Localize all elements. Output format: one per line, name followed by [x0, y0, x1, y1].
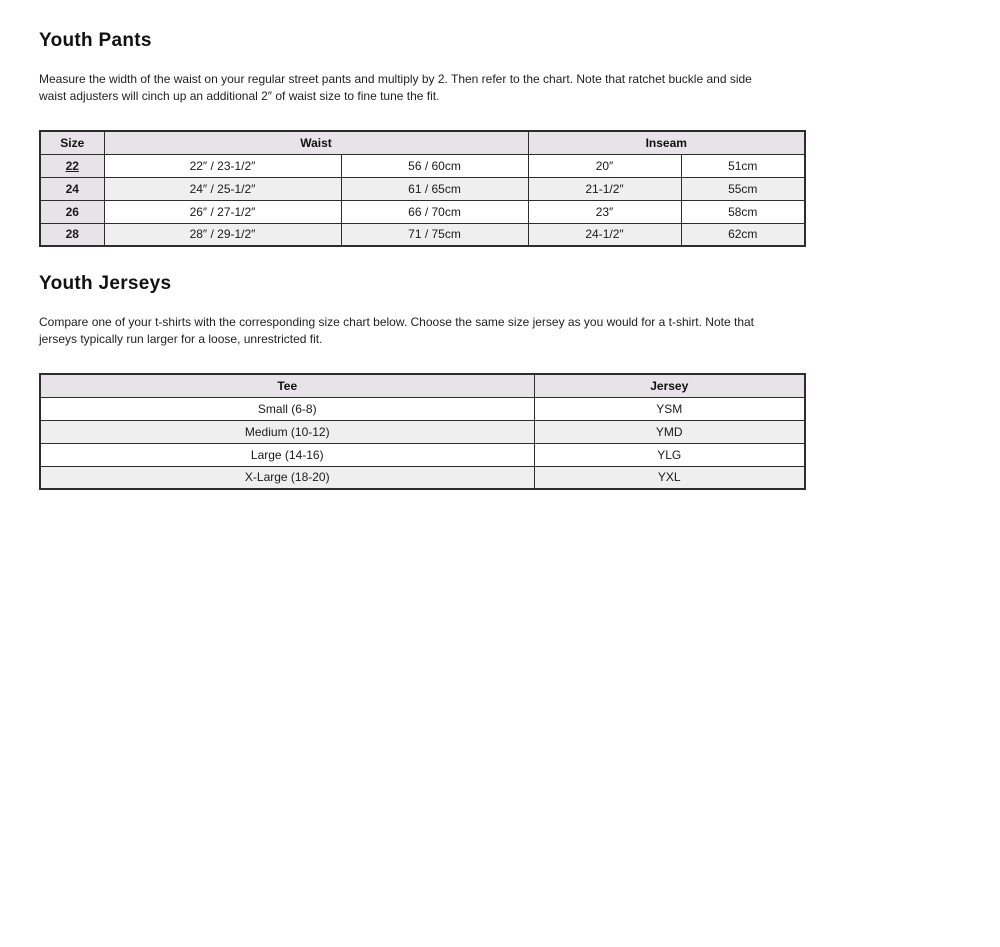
pants-description: Measure the width of the waist on your regular street pants and multiply by 2. Then refer to the chart. Note that ratchet buckle and side waist adjusters will cinch up an additional 2″ of waist size to fine tune the fit.: [39, 72, 752, 103]
pants-waist-in-cell: 22″ / 23-1/2″: [104, 154, 341, 177]
pants-waist-cm-cell: 61 / 65cm: [341, 177, 528, 200]
pants-waist-in-cell: 28″ / 29-1/2″: [104, 223, 341, 246]
pants-size-cell: 24: [40, 177, 104, 200]
pants-table-row: [40, 223, 805, 246]
jerseys-jersey-cell: YXL: [534, 466, 805, 489]
pants-inseam-in-cell: 21-1/2″: [528, 177, 681, 200]
jerseys-table-row: [40, 466, 805, 489]
jerseys-header-tee: Tee: [40, 374, 534, 397]
pants-size-cell: 22: [40, 154, 104, 177]
jerseys-table-header-row: [40, 374, 805, 397]
jerseys-section-title: Youth Jerseys: [39, 273, 172, 294]
jerseys-tee-cell: Medium (10-12): [40, 420, 534, 443]
pants-table-header-row: [40, 131, 805, 154]
pants-size-cell: 28: [40, 223, 104, 246]
jerseys-size-table: [39, 373, 806, 490]
pants-inseam-in-cell: 24-1/2″: [528, 223, 681, 246]
pants-inseam-cm-cell: 55cm: [681, 177, 805, 200]
jerseys-table-row: [40, 443, 805, 466]
jerseys-jersey-cell: YSM: [534, 397, 805, 420]
pants-waist-cm-cell: 71 / 75cm: [341, 223, 528, 246]
pants-header-inseam: Inseam: [528, 131, 805, 154]
pants-waist-in-cell: 26″ / 27-1/2″: [104, 200, 341, 223]
pants-table-row: [40, 154, 805, 177]
pants-inseam-in-cell: 23″: [528, 200, 681, 223]
jerseys-tee-cell: Small (6-8): [40, 397, 534, 420]
jerseys-tee-cell: X-Large (18-20): [40, 466, 534, 489]
pants-waist-in-cell: 24″ / 25-1/2″: [104, 177, 341, 200]
jerseys-header-jersey: Jersey: [534, 374, 805, 397]
jerseys-jersey-cell: YMD: [534, 420, 805, 443]
pants-inseam-cm-cell: 58cm: [681, 200, 805, 223]
pants-inseam-cm-cell: 62cm: [681, 223, 805, 246]
jerseys-description: Compare one of your t-shirts with the corresponding size chart below. Choose the same size jersey as you would for a t-shirt. Note that jerseys typically run larger for a loose, unrestricted fit.: [39, 315, 755, 346]
pants-size-cell: 26: [40, 200, 104, 223]
pants-waist-cm-cell: 66 / 70cm: [341, 200, 528, 223]
pants-section-title: Youth Pants: [39, 30, 152, 51]
jerseys-jersey-cell: YLG: [534, 443, 805, 466]
pants-inseam-cm-cell: 51cm: [681, 154, 805, 177]
jerseys-tee-cell: Large (14-16): [40, 443, 534, 466]
pants-header-waist: Waist: [104, 131, 528, 154]
pants-header-size: Size: [40, 131, 104, 154]
pants-table-row: [40, 200, 805, 223]
pants-inseam-in-cell: 20″: [528, 154, 681, 177]
pants-waist-cm-cell: 56 / 60cm: [341, 154, 528, 177]
jerseys-table-row: [40, 397, 805, 420]
pants-table-row: [40, 177, 805, 200]
pants-size-table: [39, 130, 806, 247]
jerseys-table-row: [40, 420, 805, 443]
